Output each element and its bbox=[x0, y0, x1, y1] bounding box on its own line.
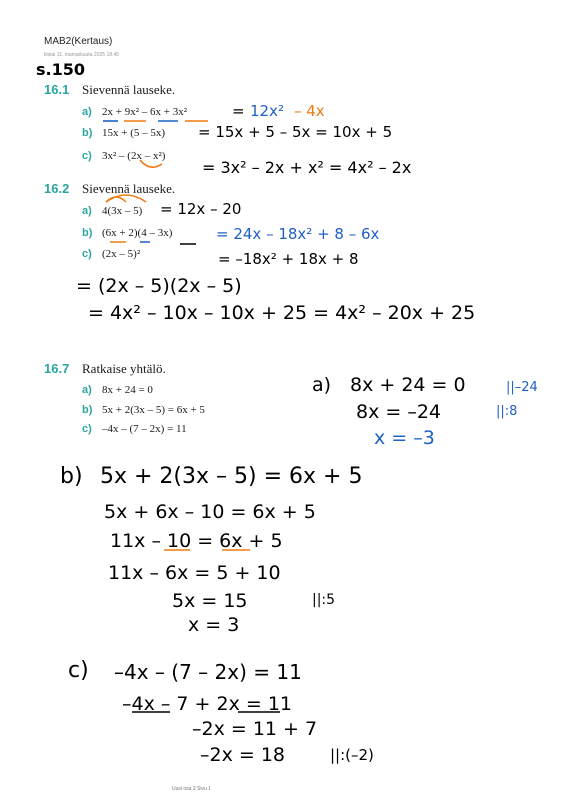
p16-2-b-expr: (6x + 2)(4 – 3x) bbox=[102, 227, 173, 239]
p16-7-b-work-l2: 5x + 6x – 10 = 6x + 5 bbox=[104, 501, 316, 523]
p16-1-a-label: a) bbox=[82, 106, 92, 118]
p16-1-c-work: = 3x² – 2x + x² = 4x² – 2x bbox=[202, 158, 412, 177]
p16-7-a-expr: 8x + 24 = 0 bbox=[102, 384, 153, 396]
problem-16-2-number: 16.2 bbox=[44, 181, 70, 196]
p16-1-b-expr: 15x + (5 – 5x) bbox=[102, 127, 166, 139]
orange-arc-1 bbox=[106, 197, 126, 202]
p16-7-b-work-l1: 5x + 2(3x – 5) = 6x + 5 bbox=[100, 464, 363, 489]
p16-7-c-label: c) bbox=[82, 423, 92, 435]
p16-1-a-work-12x2: 12x² bbox=[250, 102, 284, 120]
p16-7-c-work-l3: –2x = 11 + 7 bbox=[192, 718, 318, 740]
p16-2-b-work-line2: = –18x² + 18x + 8 bbox=[218, 250, 359, 268]
p16-2-c-label: c) bbox=[82, 248, 92, 260]
problem-16-7-title: Ratkaise yhtälö. bbox=[82, 361, 166, 376]
p16-1-a-work-4x: – 4x bbox=[294, 102, 325, 120]
p16-7-a-work-label: a) bbox=[312, 374, 332, 396]
p16-1-c-expr: 3x² – (2x – x²) bbox=[102, 150, 166, 162]
problem-16-1-title: Sievennä lauseke. bbox=[82, 82, 176, 97]
p16-7-c-work-n4: ||:(–2) bbox=[330, 746, 374, 764]
p16-1-c-label: c) bbox=[82, 150, 92, 162]
p16-7-b-label: b) bbox=[82, 404, 93, 416]
p16-2-c-work1: = (2x – 5)(2x – 5) bbox=[76, 275, 242, 297]
p16-7-a-label: a) bbox=[82, 384, 92, 396]
p16-1-b-label: b) bbox=[82, 127, 93, 139]
p16-7-c-work-l4: –2x = 18 bbox=[200, 744, 286, 766]
p16-2-a-label: a) bbox=[82, 205, 92, 217]
handwritten-page-ref: s.150 bbox=[36, 60, 85, 79]
p16-1-a-work-eq: = bbox=[232, 102, 245, 120]
p16-1-b-work: = 15x + 5 – 5x = 10x + 5 bbox=[198, 123, 393, 141]
p16-7-a-work-n1: ||–24 bbox=[506, 380, 538, 395]
p16-2-b-work-blue: = 24x – 18x² + 8 – 6x bbox=[216, 225, 380, 243]
p16-7-b-work-l5: 5x = 15 bbox=[172, 590, 248, 612]
p16-7-b-work-l3: 11x – 10 = 6x + 5 bbox=[110, 530, 283, 552]
p16-7-b-work-n5: ||:5 bbox=[312, 592, 336, 608]
problem-16-1-number: 16.1 bbox=[44, 82, 70, 97]
problem-16-7-number: 16.7 bbox=[44, 361, 70, 376]
problem-16-2-title: Sievennä lauseke. bbox=[82, 181, 176, 196]
page-meta: tiistai 11. marraskuuta 2025 18.45 bbox=[44, 52, 119, 58]
p16-7-c-work-l2: –4x – 7 + 2x = 11 bbox=[122, 693, 293, 715]
p16-7-b-work-l6: x = 3 bbox=[188, 614, 240, 636]
p16-7-b-work-label: b) bbox=[60, 464, 83, 489]
page-footer: Uusi osa 2 Sivu 1 bbox=[172, 786, 211, 792]
p16-7-b-expr: 5x + 2(3x – 5) = 6x + 5 bbox=[102, 404, 205, 416]
p16-2-b-label: b) bbox=[82, 227, 93, 239]
p16-2-c-expr: (2x – 5)² bbox=[102, 248, 141, 260]
p16-7-a-work-l1: 8x + 24 = 0 bbox=[350, 374, 466, 396]
p16-2-a-work: = 12x – 20 bbox=[160, 200, 242, 218]
p16-7-a-work-l2: 8x = –24 bbox=[356, 401, 442, 423]
p16-2-c-work2: = 4x² – 10x – 10x + 25 = 4x² – 20x + 25 bbox=[88, 302, 476, 324]
p16-7-c-work-l1: –4x – (7 – 2x) = 11 bbox=[114, 660, 302, 684]
p16-7-c-work-label: c) bbox=[68, 658, 89, 683]
page-title: MAB2(Kertaus) bbox=[44, 36, 113, 47]
p16-7-b-work-l4: 11x – 6x = 5 + 10 bbox=[108, 562, 281, 584]
p16-1-a-expr: 2x + 9x² – 6x + 3x² bbox=[102, 106, 188, 118]
p16-2-a-expr: 4(3x – 5) bbox=[102, 205, 143, 217]
p16-7-c-expr: –4x – (7 – 2x) = 11 bbox=[102, 423, 187, 435]
p16-7-a-work-n2: ||:8 bbox=[496, 404, 518, 419]
p16-7-a-work-l3: x = –3 bbox=[374, 427, 435, 449]
